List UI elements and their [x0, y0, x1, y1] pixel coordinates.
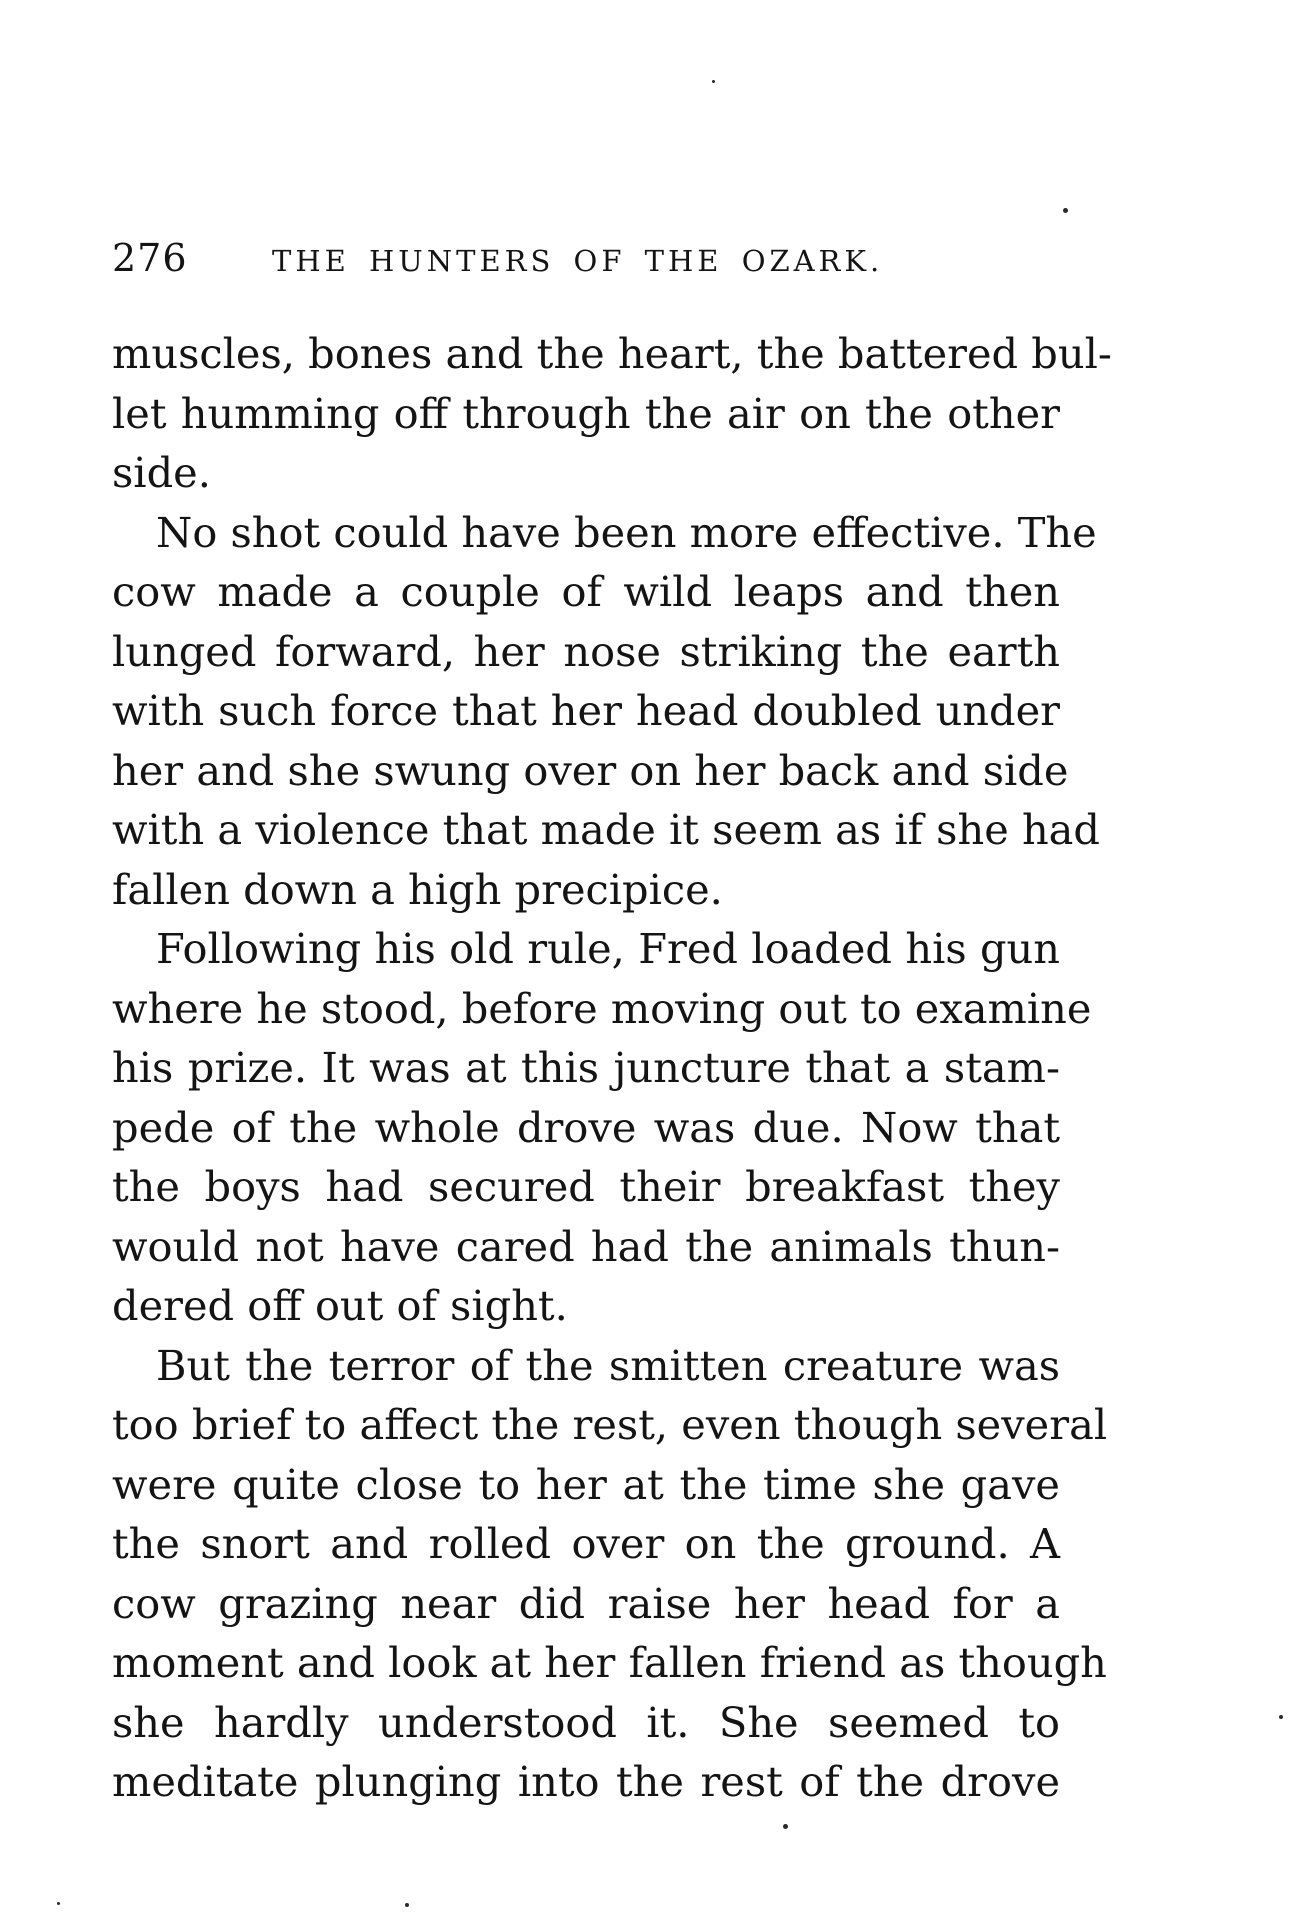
text-line: But the terror of the smitten creature was	[156, 1340, 1060, 1390]
text-line: the snort and rolled over on the ground. A	[112, 1519, 1060, 1568]
text-line: moment and look at her fallen friend as though	[112, 1638, 1107, 1687]
text-line: would not have cared had the animals thun-	[112, 1221, 1060, 1271]
text-line: Following his old rule, Fred loaded his gun	[156, 924, 1060, 973]
text-line: dered off out of sight.	[112, 1281, 568, 1330]
text-line: his prize. It was at this juncture that a stam-	[112, 1043, 1060, 1092]
scan-speck	[405, 1903, 409, 1907]
text-line: where he stood, before moving out to examine	[112, 983, 1092, 1033]
running-head: THE HUNTERS OF THE OZARK.	[272, 244, 884, 278]
text-line: No shot could have been more effective. The	[156, 507, 1097, 557]
text-line: her and she swung over on her back and side	[112, 745, 1069, 795]
text-line: fallen down a high precipice.	[112, 864, 723, 914]
text-line: lunged forward, her nose striking the earth	[112, 626, 1060, 676]
text-line: cow made a couple of wild leaps and then	[112, 567, 1060, 616]
text-line: pede of the whole drove was due. Now that	[112, 1102, 1060, 1152]
scan-speck	[57, 1902, 60, 1905]
text-line: with such force that her head doubled under	[112, 686, 1060, 735]
page-number: 276	[112, 236, 188, 280]
text-line: cow grazing near did raise her head for a	[112, 1578, 1060, 1628]
page-header	[112, 236, 1060, 286]
scan-speck	[1063, 208, 1068, 213]
text-line: too brief to affect the rest, even though several	[112, 1400, 1108, 1449]
scan-speck	[1279, 1715, 1283, 1719]
text-line: let humming off through the air on the other	[112, 388, 1060, 438]
text-line: meditate plunging into the rest of the drove	[112, 1757, 1060, 1806]
body-text	[112, 324, 1112, 1812]
text-line: side.	[112, 448, 211, 497]
text-line: the boys had secured their breakfast they	[112, 1162, 1060, 1211]
text-line: with a violence that made it seem as if she had	[112, 805, 1100, 854]
scan-speck	[712, 80, 715, 83]
scan-speck	[783, 1824, 788, 1829]
text-line: were quite close to her at the time she gave	[112, 1459, 1060, 1509]
text-line: muscles, bones and the heart, the battered bul-	[112, 329, 1112, 378]
text-line: she hardly understood it. She seemed to	[112, 1697, 1060, 1747]
